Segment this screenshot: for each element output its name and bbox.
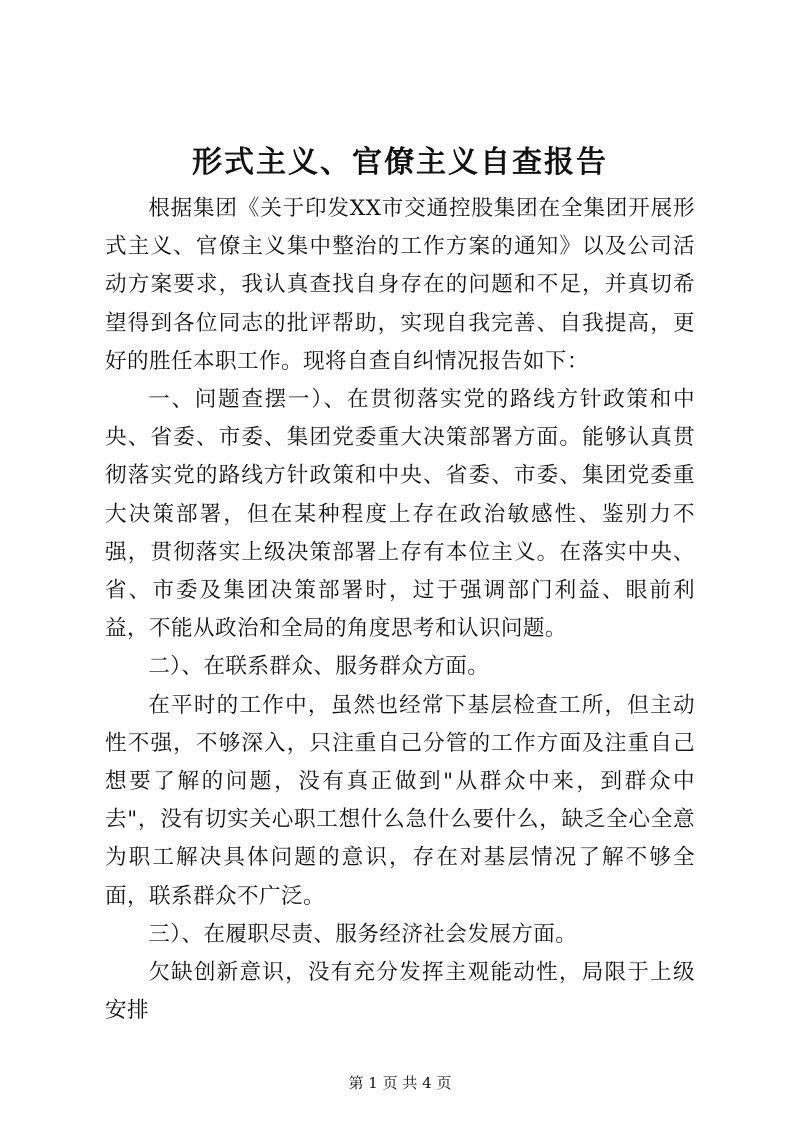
paragraph-intro: 根据集团《关于印发XX市交通控股集团在全集团开展形式主义、官僚主义集中整治的工作方案的通知》以及公司活动方案要求，我认真查找自身存在的问题和不足，并真切希望得到各位同志的批评帮助，实现自我完善、自我提高，更好的胜任本职工作。现将自查自纠情况报告如下： [105,196,695,374]
page-number-footer: 第 1 页 共 4 页 [348,1074,452,1092]
paragraph-section-2-body: 在平时的工作中，虽然也经常下基层检查工所，但主动性不强，不够深入，只注重自己分管的工作方面及注重自己想要了解的问题，没有真正做到"从群众中来，到群众中去"，没有切实关心职工想什么急什么要什么，缺乏全心全意为职工解决具体问题的意识，存在对基层情况了解不够全面，联系群众不广泛。 [105,692,695,909]
document-title: 形式主义、官僚主义自查报告 [192,145,608,180]
paragraph-section-2-heading: 二）、在联系群众、服务群众方面。 [148,654,490,680]
document-body [105,190,695,1030]
paragraph-section-3-body: 欠缺创新意识，没有充分发挥主观能动性，局限于上级安排 [105,960,695,1024]
paragraph-section-3-heading: 三）、在履职尽责、服务经济社会发展方面。 [148,921,578,947]
paragraph-section-1: 一、问题查摆一）、在贯彻落实党的路线方针政策和中央、省委、市委、集团党委重大决策部署方面。能够认真贯彻落实党的路线方针政策和中央、省委、市委、集团党委重大决策部署，但在某种程度上存在政治敏感性、鉴别力不强，贯彻落实上级决策部署上存有本位主义。在落实中央、省、市委及集团决策部署时，过于强调部门利益、眼前利益，不能从政治和全局的角度思考和认识问题。 [105,387,695,642]
